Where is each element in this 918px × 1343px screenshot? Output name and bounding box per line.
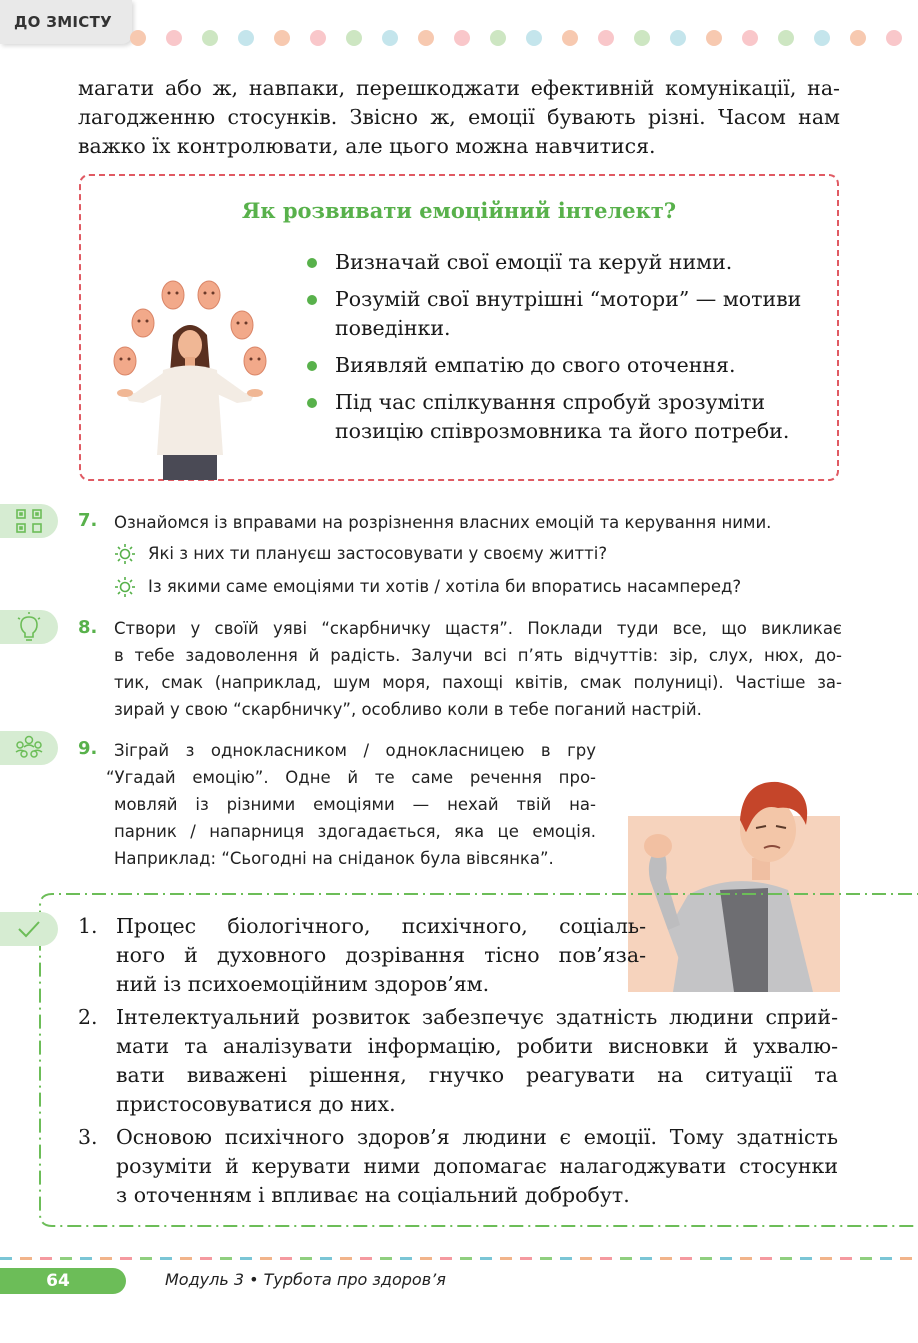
footer-dash (900, 1257, 912, 1260)
decorative-dot (454, 30, 470, 46)
footer-dash (400, 1257, 412, 1260)
list-item: Визначай свої емоції та керуй ними. (305, 248, 805, 277)
decorative-dot (274, 30, 290, 46)
item-line: вати виважені рішення, гнучко реагувати на ситуації та (116, 1063, 838, 1087)
footer-dash (820, 1257, 832, 1260)
sun-icon (114, 543, 136, 565)
decorative-dot (310, 30, 326, 46)
decorative-dot (166, 30, 182, 46)
decorative-dot (850, 30, 866, 46)
list-item (78, 1003, 838, 1119)
decorative-dot (562, 30, 578, 46)
task-number: 8. (78, 617, 98, 638)
list-item: Розумій свої внутрішні “мотори” — мотиви поведінки. (305, 285, 805, 343)
footer-dash (700, 1257, 712, 1260)
footer-dash (80, 1257, 92, 1260)
footer-dash (240, 1257, 252, 1260)
footer-dash (420, 1257, 432, 1260)
footer-dash (340, 1257, 352, 1260)
intro-line: важко їх контролювати, але цього можна навчитися. (78, 134, 656, 158)
qr-code-icon (0, 504, 58, 538)
task-line: Створи у своїй уяві “скарбничку щастя”. Поклади туди все, що викликає (114, 619, 842, 638)
task-line: тик, смак (наприклад, шум моря, пахощі квітів, смак полуниці). Частіше за- (114, 673, 842, 692)
footer-dash (220, 1257, 232, 1260)
decorative-dot (670, 30, 686, 46)
item-line: ного й духовного дозрівання тісно пов’яза- (116, 943, 646, 967)
footer-dash (160, 1257, 172, 1260)
decorative-dot (130, 30, 146, 46)
page-number: 64 (0, 1268, 126, 1294)
task-number: 7. (78, 510, 98, 531)
task-line: парник / напарниця здогадається, яка це емоція. (114, 822, 596, 841)
item-text (116, 1003, 838, 1119)
footer-dash (500, 1257, 512, 1260)
task-line: мовляй із різними емоціями — нехай твій на- (114, 795, 596, 814)
sun-icon (114, 576, 136, 598)
decorative-dot (238, 30, 254, 46)
footer-dash (60, 1257, 72, 1260)
footer-dash (740, 1257, 752, 1260)
task-line: в тебе задоволення й радість. Залучи всі п’ять відчуттів: зір, слух, нюх, до- (114, 646, 842, 665)
item-number: 1. (78, 914, 98, 938)
footer-dash (840, 1257, 852, 1260)
footer-dash (600, 1257, 612, 1260)
footer-dash (660, 1257, 672, 1260)
footer-dash (0, 1257, 12, 1260)
decorative-dot (778, 30, 794, 46)
footer-dash (540, 1257, 552, 1260)
footer-dash (620, 1257, 632, 1260)
decorative-dot (346, 30, 362, 46)
checkmark-icon (0, 912, 58, 946)
toc-link[interactable]: ДО ЗМІСТУ (0, 0, 132, 44)
footer-dash (40, 1257, 52, 1260)
ei-box-title: Як розвивати емоційний інтелект? (241, 198, 677, 223)
task-number: 9. (78, 738, 98, 759)
decorative-dot (490, 30, 506, 46)
decorative-dot (886, 30, 902, 46)
item-line: з оточенням і впливає на соціальний добробут. (116, 1183, 630, 1207)
subquestion-text: Із якими саме емоціями ти хотів / хотіла би впоратись насамперед? (148, 577, 742, 596)
footer-dash (480, 1257, 492, 1260)
lightbulb-icon (0, 610, 58, 644)
decorative-dot (526, 30, 542, 46)
decorative-dot (418, 30, 434, 46)
task-line: зирай у свою “скарбничку”, особливо коли в тебе поганий настрій. (114, 700, 702, 719)
decorative-dot (598, 30, 614, 46)
intro-paragraph (78, 74, 840, 161)
ei-tips-list (305, 248, 805, 454)
item-line: Основою психічного здоров’я людини є емоції. Тому здатність (116, 1125, 838, 1149)
footer-dash (360, 1257, 372, 1260)
list-item (78, 1123, 838, 1210)
decorative-dot (634, 30, 650, 46)
task-line: Наприклад: “Сьогодні на сніданок була вівсянка”. (114, 849, 554, 868)
footer-dash (100, 1257, 112, 1260)
footer-dash (440, 1257, 452, 1260)
summary-list (78, 912, 838, 1214)
footer-dash (20, 1257, 32, 1260)
list-item: Під час спілкування спробуй зрозуміти позицію співрозмовника та його потреби. (305, 388, 805, 446)
footer-dash (200, 1257, 212, 1260)
item-line: розуміти й керувати ними допомагає налагоджувати стосунки (116, 1154, 838, 1178)
footer-dash (720, 1257, 732, 1260)
decorative-dot (814, 30, 830, 46)
decorative-dot (382, 30, 398, 46)
girl-juggling-emotion-faces (105, 275, 275, 480)
list-item: Виявляй емпатію до свого оточення. (305, 351, 805, 380)
footer-dash (780, 1257, 792, 1260)
subquestion-text: Які з них ти плануєш застосовувати у своєму житті? (148, 544, 608, 563)
group-icon (0, 731, 58, 765)
footer-dash (120, 1257, 132, 1260)
footer-dash (300, 1257, 312, 1260)
footer-dash (180, 1257, 192, 1260)
footer-dash (280, 1257, 292, 1260)
footer-dash (580, 1257, 592, 1260)
item-number: 3. (78, 1125, 98, 1149)
module-title: Модуль 3 • Турбота про здоров’я (165, 1270, 446, 1289)
task-text (114, 615, 842, 723)
task-text (106, 737, 596, 872)
decorative-dot (706, 30, 722, 46)
item-line: Інтелектуальний розвиток забезпечує здатність людини сприй- (116, 1005, 838, 1029)
item-text (116, 912, 646, 999)
footer-dash (860, 1257, 872, 1260)
decorative-dots (130, 30, 910, 46)
footer-dash (640, 1257, 652, 1260)
footer-divider (0, 1257, 918, 1260)
intro-line: магати або ж, навпаки, перешкоджати ефективній комунікації, на- (78, 76, 840, 100)
task-text: Ознайомся із вправами на розрізнення власних емоцій та керування ними. (114, 513, 772, 532)
task-line: Зіграй з однокласником / однокласницею в гру (114, 741, 596, 760)
item-line: Процес біологічного, психічного, соціаль- (116, 914, 646, 938)
item-line: пристосовуватися до них. (116, 1092, 396, 1116)
decorative-dot (742, 30, 758, 46)
footer-dash (460, 1257, 472, 1260)
list-item (78, 912, 838, 999)
item-line: ний із психоемоційним здоров’ям. (116, 972, 490, 996)
footer-dash (260, 1257, 272, 1260)
footer-dash (520, 1257, 532, 1260)
decorative-dot (202, 30, 218, 46)
footer-dash (680, 1257, 692, 1260)
footer-dash (140, 1257, 152, 1260)
footer-dash (760, 1257, 772, 1260)
item-number: 2. (78, 1005, 98, 1029)
footer-dash (880, 1257, 892, 1260)
intro-line: лагодженню стосунків. Звісно ж, емоції бувають різні. Часом нам (78, 105, 840, 129)
footer-dash (800, 1257, 812, 1260)
item-line: мати та аналізувати інформацію, робити висновки й ухвалю- (116, 1034, 838, 1058)
footer-dash (560, 1257, 572, 1260)
footer-dash (380, 1257, 392, 1260)
task-subquestion (114, 540, 607, 567)
task-line: “Угадай емоцію”. Одне й те саме речення про- (106, 768, 596, 787)
item-text (116, 1123, 838, 1210)
footer-dash (320, 1257, 332, 1260)
task-subquestion (114, 573, 741, 600)
